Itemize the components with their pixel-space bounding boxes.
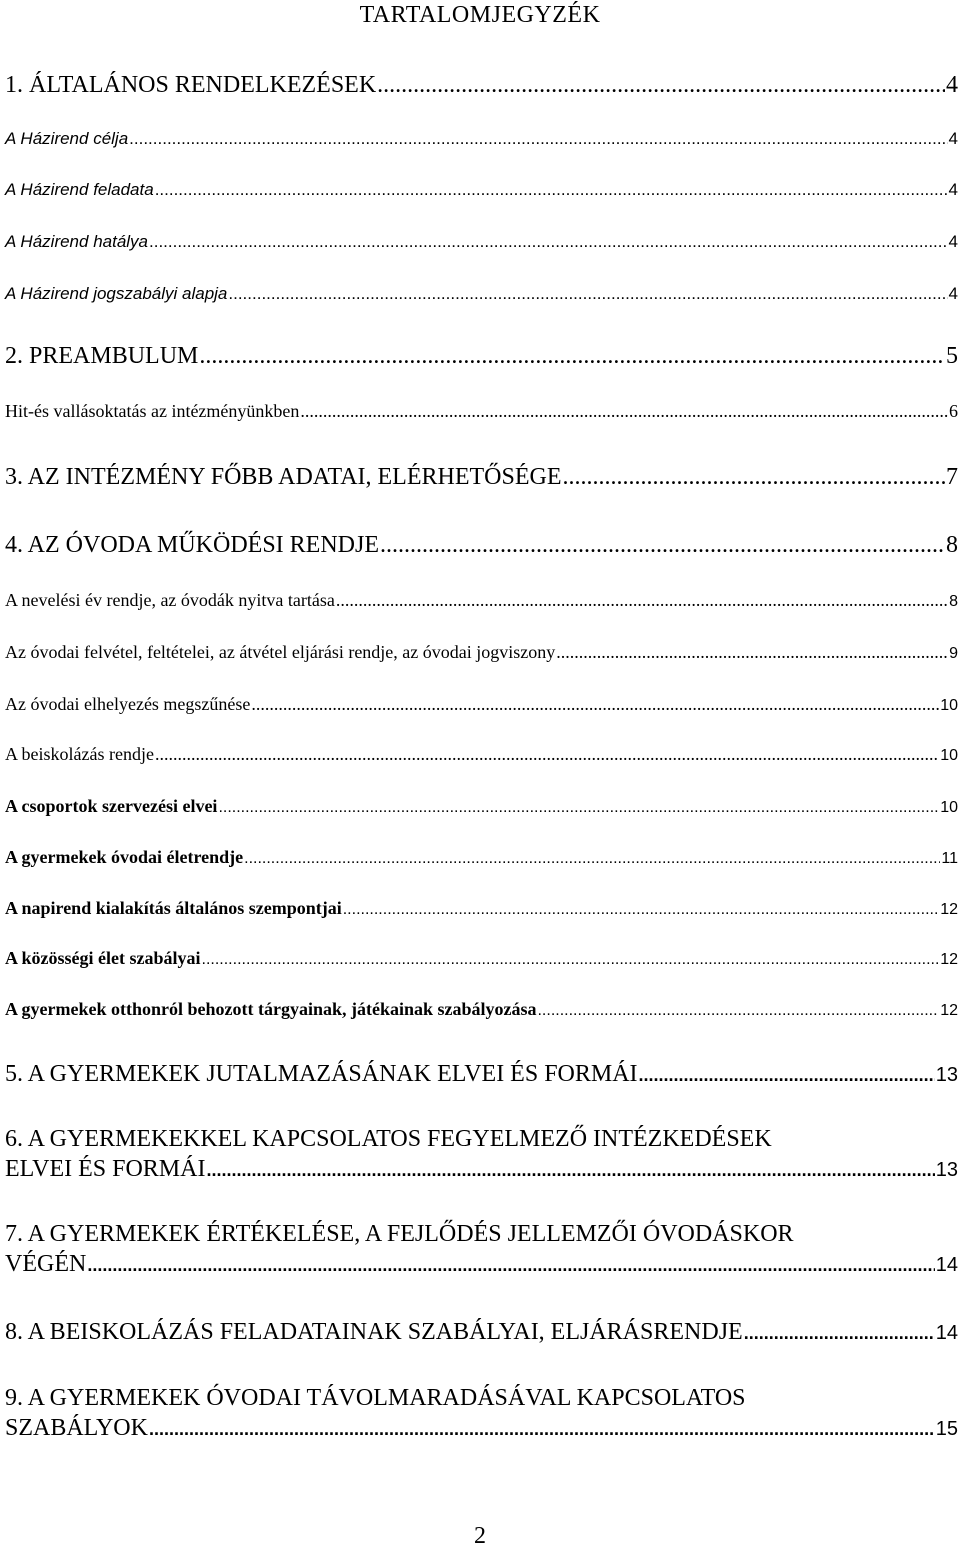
toc-entry[interactable] — [5, 641, 958, 665]
toc-page-number: 8 — [949, 593, 958, 610]
toc-entry-text: A csoportok szervezési elvei — [5, 796, 218, 816]
dot-leader — [744, 1318, 935, 1348]
toc-page-number: 12 — [940, 901, 958, 918]
toc-page-number: 10 — [940, 747, 958, 764]
toc-entry-chapter-7[interactable] — [5, 1219, 958, 1280]
toc-entry-chapter-2[interactable] — [5, 342, 958, 370]
dot-leader — [377, 71, 945, 99]
toc-entry-chapter-1[interactable] — [5, 71, 958, 99]
toc-entry-text: 4. AZ ÓVODA MŰKÖDÉSI RENDJE — [5, 532, 380, 558]
dot-leader — [202, 949, 940, 971]
dot-leader — [206, 1155, 934, 1185]
toc-entry-chapter-9[interactable] — [5, 1383, 958, 1444]
toc-page-number: 8 — [946, 532, 958, 558]
toc-entry-text: A gyermekek otthonról behozott tárgyainak, játékainak szabályozása — [5, 999, 537, 1019]
toc-entry-text: Az óvodai felvétel, feltételei, az átvétel eljárási rendje, az óvodai jogviszony — [5, 642, 556, 662]
toc-page-number: 4 — [946, 72, 958, 98]
toc-entry-text: A napirend kialakítás általános szempontjai — [5, 898, 342, 918]
toc-entry-text: A Házirend jogszabályi alapja — [5, 284, 228, 303]
toc-page-number: 14 — [935, 1322, 958, 1344]
toc-entry-text: A Házirend hatálya — [5, 232, 149, 251]
toc-entry-text: ELVEI ÉS FORMÁI — [5, 1156, 206, 1182]
toc-page-number: 4 — [948, 129, 958, 148]
toc-entry[interactable] — [5, 897, 958, 921]
toc-page-number: 6 — [949, 401, 958, 421]
toc-page-number: 4 — [948, 232, 958, 251]
toc-entry[interactable] — [5, 846, 958, 870]
dot-leader — [343, 899, 939, 921]
toc-entry-chapter-8[interactable] — [5, 1317, 958, 1348]
dot-leader — [300, 400, 948, 422]
toc-page-number: 5 — [946, 343, 958, 369]
toc-entry[interactable] — [5, 998, 958, 1022]
dot-leader — [251, 693, 939, 715]
toc-entry[interactable] — [5, 795, 958, 819]
toc-entry-text: 1. ÁLTALÁNOS RENDELKEZÉSEK — [5, 72, 377, 98]
toc-entry[interactable] — [5, 589, 958, 613]
toc-page-number: 12 — [940, 1002, 958, 1019]
toc-page-number: 15 — [935, 1418, 958, 1440]
toc-page-number: 10 — [940, 697, 958, 714]
toc-entry-chapter-4[interactable] — [5, 531, 958, 559]
toc-entry[interactable] — [5, 283, 958, 305]
toc-entry-text: A Házirend célja — [5, 129, 129, 148]
toc-entry-chapter-6[interactable] — [5, 1124, 958, 1185]
dot-leader — [563, 463, 946, 491]
dot-leader — [380, 531, 945, 559]
toc-page-number: 12 — [940, 951, 958, 968]
dot-leader — [155, 743, 939, 765]
toc-entry-text: A Házirend feladata — [5, 180, 154, 199]
dot-leader — [336, 589, 948, 611]
toc-entry-text-line1: 7. A GYERMEKEK ÉRTÉKELÉSE, A FEJLŐDÉS JELLEMZŐI ÓVODÁSKOR — [5, 1221, 794, 1247]
toc-page-number: 14 — [935, 1254, 958, 1276]
dot-leader — [149, 1414, 935, 1444]
toc-entry-text: Hit-és vallásoktatás az intézményünkben — [5, 401, 300, 421]
dot-leader — [639, 1060, 935, 1090]
toc-page-number: 9 — [949, 645, 958, 662]
toc-page-number: 11 — [941, 850, 958, 867]
toc-entry-chapter-3[interactable] — [5, 463, 958, 491]
toc-entry[interactable] — [5, 231, 958, 253]
toc-entry[interactable] — [5, 947, 958, 971]
toc-entry-text: 3. AZ INTÉZMÉNY FŐBB ADATAI, ELÉRHETŐSÉGE — [5, 464, 562, 490]
toc-entry-text: 8. A BEISKOLÁZÁS FELADATAINAK SZABÁLYAI, ELJÁRÁSRENDJE — [5, 1319, 743, 1345]
page-title: TARTALOMJEGYZÉK — [359, 2, 601, 28]
toc-entry-text-line1: 9. A GYERMEKEK ÓVODAI TÁVOLMARADÁSÁVAL KAPCSOLATOS — [5, 1385, 746, 1411]
toc-page-number: 13 — [935, 1064, 958, 1086]
dot-leader — [199, 342, 945, 370]
toc-entry[interactable] — [5, 128, 958, 150]
toc-page-number: 10 — [940, 799, 958, 816]
dot-leader — [244, 848, 940, 870]
page-number: 2 — [474, 1523, 486, 1549]
toc-entry-text: SZABÁLYOK — [5, 1415, 148, 1441]
dot-leader — [87, 1250, 934, 1280]
toc-page-number: 7 — [946, 464, 958, 490]
toc-page-number: 4 — [948, 180, 958, 199]
toc-entry[interactable] — [5, 400, 958, 422]
toc-entry-text: A beiskolázás rendje — [5, 744, 154, 764]
toc-entry[interactable] — [5, 743, 958, 767]
dot-leader — [537, 1000, 939, 1022]
toc-entry[interactable] — [5, 693, 958, 717]
dot-leader — [155, 179, 948, 201]
dot-leader — [149, 231, 948, 253]
toc-entry-text: 2. PREAMBULUM — [5, 343, 199, 369]
toc-page-number: 4 — [948, 284, 958, 303]
toc-entry-text: VÉGÉN — [5, 1251, 87, 1277]
toc-entry-text: A nevelési év rendje, az óvodák nyitva tartása — [5, 590, 335, 610]
toc-page-number: 13 — [935, 1159, 958, 1181]
toc-entry-text: A közösségi élet szabályai — [5, 948, 201, 968]
toc-entry-text: 5. A GYERMEKEK JUTALMAZÁSÁNAK ELVEI ÉS FORMÁI — [5, 1061, 638, 1087]
toc-entry-chapter-5[interactable] — [5, 1059, 958, 1090]
dot-leader — [228, 283, 947, 305]
dot-leader — [556, 641, 948, 663]
dot-leader — [129, 128, 947, 150]
toc-entry[interactable] — [5, 179, 958, 201]
dot-leader — [218, 797, 939, 819]
toc-entry-text: Az óvodai elhelyezés megszűnése — [5, 694, 251, 714]
toc-entry-text-line1: 6. A GYERMEKEKKEL KAPCSOLATOS FEGYELMEZŐ INTÉZKEDÉSEK — [5, 1126, 772, 1152]
toc-entry-text: A gyermekek óvodai életrendje — [5, 847, 244, 867]
